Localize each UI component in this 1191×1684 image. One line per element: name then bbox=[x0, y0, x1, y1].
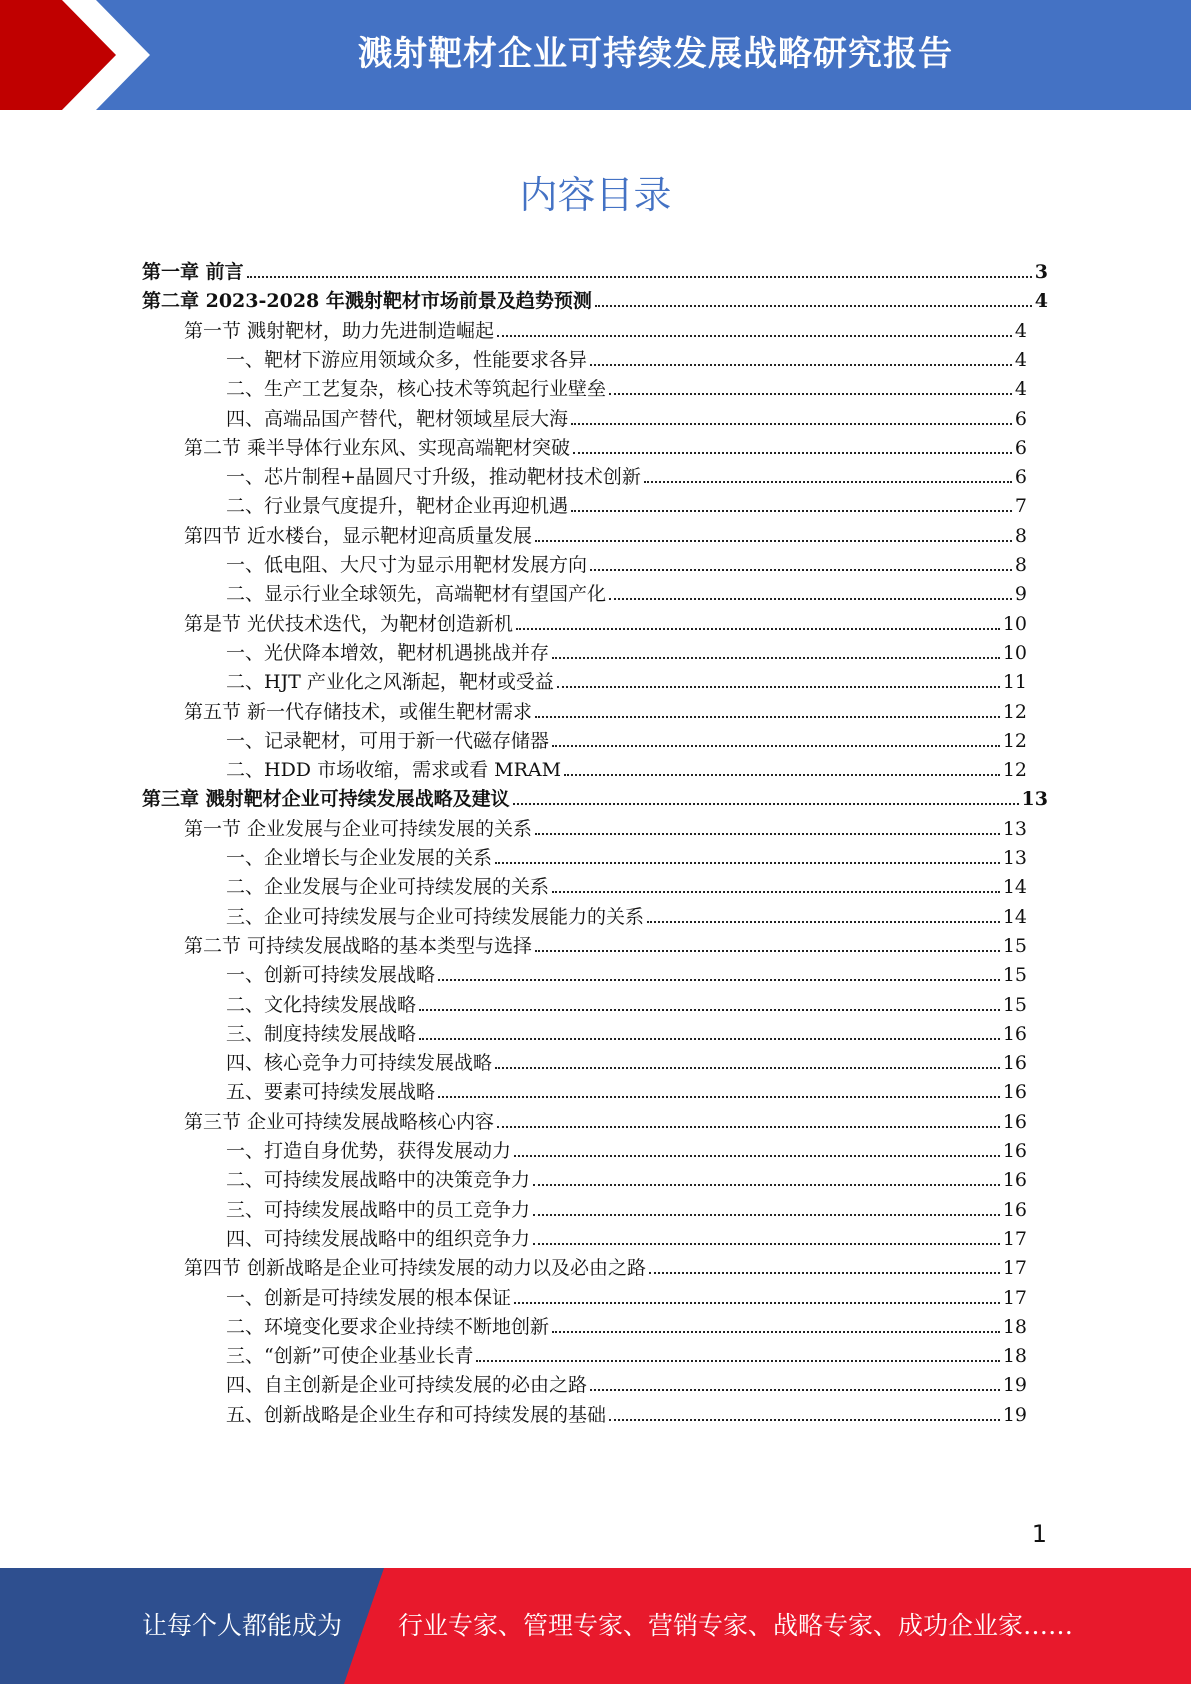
toc-entry-label: 二、企业发展与企业可持续发展的关系 bbox=[226, 876, 550, 899]
toc-dot-leader bbox=[513, 803, 1019, 805]
toc-entry-page: 3 bbox=[1034, 261, 1048, 283]
footer-slogan-left: 让每个人都能成为 bbox=[142, 1611, 343, 1640]
toc-dot-leader bbox=[533, 1214, 1000, 1216]
toc-section-entry[interactable] bbox=[184, 430, 1027, 460]
toc-entry-label: 三、制度持续发展战略 bbox=[226, 1022, 417, 1045]
toc-entry-label: 第五节 新一代存储技术，或催生靶材需求 bbox=[184, 700, 533, 723]
toc-entry-page: 10 bbox=[1002, 641, 1027, 664]
toc-entry-page: 16 bbox=[1002, 1081, 1027, 1104]
toc-dot-leader bbox=[595, 305, 1032, 307]
toc-subsection-entry[interactable] bbox=[226, 342, 1027, 372]
toc-dot-leader bbox=[419, 1038, 1000, 1040]
toc-subsection-entry[interactable] bbox=[226, 371, 1027, 401]
toc-subsection-entry[interactable] bbox=[226, 576, 1027, 606]
toc-dot-leader bbox=[514, 1155, 1000, 1157]
toc-entry-page: 12 bbox=[1002, 729, 1027, 752]
toc-entry-page: 6 bbox=[1014, 436, 1027, 459]
report-title: 溅射靶材企业可持续发展战略研究报告 bbox=[358, 34, 953, 74]
toc-dot-leader bbox=[571, 510, 1012, 512]
toc-entry-label: 一、靶材下游应用领域众多，性能要求各异 bbox=[226, 348, 588, 371]
toc-entry-label: 二、显示行业全球领先，高端靶材有望国产化 bbox=[226, 583, 607, 606]
toc-subsection-entry[interactable] bbox=[226, 869, 1027, 899]
toc-chapter-entry[interactable] bbox=[142, 781, 1048, 811]
toc-entry-label: 二、HJT 产业化之风渐起，靶材或受益 bbox=[226, 671, 554, 694]
toc-subsection-entry[interactable] bbox=[226, 488, 1027, 518]
toc-entry-page: 19 bbox=[1002, 1403, 1027, 1426]
toc-dot-leader bbox=[552, 745, 1000, 747]
page-footer bbox=[0, 1568, 1191, 1684]
toc-section-entry[interactable] bbox=[184, 1104, 1027, 1134]
toc-dot-leader bbox=[516, 628, 1000, 630]
page-number: 1 bbox=[1031, 1520, 1047, 1548]
toc-entry-label: 四、高端品国产替代，靶材领域星辰大海 bbox=[226, 407, 569, 430]
toc-entry-label: 一、记录靶材，可用于新一代磁存储器 bbox=[226, 729, 550, 752]
toc-entry-label: 一、光伏降本增效，靶材机遇挑战并存 bbox=[226, 641, 550, 664]
toc-entry-label: 四、核心竞争力可持续发展战略 bbox=[226, 1052, 493, 1075]
toc-entry-page: 13 bbox=[1021, 788, 1048, 811]
toc-entry-label: 二、HDD 市场收缩，需求或看 MRAM bbox=[226, 759, 562, 782]
toc-dot-leader bbox=[649, 1272, 1000, 1274]
toc-entry-label: 第三节 企业可持续发展战略核心内容 bbox=[184, 1110, 495, 1133]
toc-heading: 内容目录 bbox=[519, 173, 672, 217]
toc-dot-leader bbox=[571, 423, 1012, 425]
toc-dot-leader bbox=[564, 774, 1000, 776]
toc-entry-page: 6 bbox=[1014, 466, 1027, 489]
toc-subsection-entry[interactable] bbox=[226, 1309, 1027, 1339]
toc-entry-label: 第一章 前言 bbox=[142, 261, 244, 283]
toc-subsection-entry[interactable] bbox=[226, 1016, 1027, 1046]
toc-subsection-entry[interactable] bbox=[226, 635, 1027, 665]
toc-entry-label: 一、低电阻、大尺寸为显示用靶材发展方向 bbox=[226, 554, 588, 576]
toc-entry-label: 第四节 近水楼台，显示靶材迎高质量发展 bbox=[184, 524, 533, 547]
toc-chapter-entry[interactable] bbox=[142, 283, 1048, 313]
toc-entry-label: 二、可持续发展战略中的决策竞争力 bbox=[226, 1169, 531, 1192]
toc-section-entry[interactable] bbox=[184, 694, 1027, 724]
toc-dot-leader bbox=[476, 1360, 999, 1362]
toc-entry-page: 4 bbox=[1014, 319, 1027, 342]
toc-entry-page: 14 bbox=[1002, 876, 1027, 899]
toc-dot-leader bbox=[609, 393, 1012, 395]
toc-entry-page: 17 bbox=[1002, 1286, 1027, 1309]
toc-subsection-entry[interactable] bbox=[226, 957, 1027, 987]
toc-dot-leader bbox=[535, 950, 1000, 952]
toc-entry-page: 6 bbox=[1014, 407, 1027, 430]
toc-subsection-entry[interactable] bbox=[226, 401, 1027, 431]
toc-section-entry[interactable] bbox=[184, 1250, 1027, 1280]
toc-entry-label: 第一节 溅射靶材，助力先进制造崛起 bbox=[184, 319, 495, 342]
toc-subsection-entry[interactable] bbox=[226, 723, 1027, 753]
toc-dot-leader bbox=[535, 833, 1000, 835]
toc-entry-page: 18 bbox=[1002, 1315, 1027, 1338]
toc-entry-page: 12 bbox=[1002, 700, 1027, 723]
toc-entry-page: 15 bbox=[1002, 993, 1027, 1016]
toc-entry-label: 五、要素可持续发展战略 bbox=[226, 1081, 436, 1104]
toc-entry-page: 11 bbox=[1002, 671, 1027, 694]
toc-subsection-entry[interactable] bbox=[226, 459, 1027, 489]
toc-dot-leader bbox=[609, 598, 1012, 600]
toc-entry-page: 16 bbox=[1002, 1140, 1027, 1162]
toc-entry-page: 13 bbox=[1002, 817, 1027, 840]
toc-entry-page: 8 bbox=[1014, 554, 1027, 576]
toc-dot-leader bbox=[609, 1419, 1000, 1421]
toc-entry-page: 4 bbox=[1034, 290, 1048, 313]
toc-entry-label: 四、自主创新是企业可持续发展的必由之路 bbox=[226, 1374, 588, 1397]
toc-subsection-entry[interactable] bbox=[226, 1074, 1027, 1104]
toc-dot-leader bbox=[495, 1067, 1000, 1069]
toc-entry-label: 一、芯片制程+晶圆尺寸升级，推动靶材技术创新 bbox=[226, 466, 641, 489]
toc-entry-label: 二、行业景气度提升，靶材企业再迎机遇 bbox=[226, 495, 569, 518]
toc-entry-label: 四、可持续发展战略中的组织竞争力 bbox=[226, 1227, 531, 1250]
toc-entry-page: 15 bbox=[1002, 934, 1027, 957]
toc-dot-leader bbox=[590, 364, 1012, 366]
toc-section-entry[interactable] bbox=[184, 313, 1027, 343]
toc-subsection-entry[interactable] bbox=[226, 1338, 1027, 1368]
toc-dot-leader bbox=[535, 716, 1000, 718]
toc-subsection-entry[interactable] bbox=[226, 752, 1027, 782]
footer-slogan-right: 行业专家、管理专家、营销专家、战略专家、成功企业家…… bbox=[398, 1611, 1074, 1640]
toc-section-entry[interactable] bbox=[184, 518, 1027, 548]
toc-subsection-entry[interactable] bbox=[226, 1221, 1027, 1251]
toc-entry-label: 第是节 光伏技术迭代，为靶材创造新机 bbox=[184, 612, 514, 635]
toc-entry-page: 16 bbox=[1002, 1169, 1027, 1192]
toc-subsection-entry[interactable] bbox=[226, 899, 1027, 929]
toc-dot-leader bbox=[644, 481, 1012, 483]
toc-entry-page: 17 bbox=[1002, 1257, 1027, 1280]
toc-entry-label: 二、生产工艺复杂，核心技术等筑起行业壁垒 bbox=[226, 378, 607, 401]
toc-subsection-entry[interactable] bbox=[226, 547, 1027, 577]
toc-dot-leader bbox=[535, 540, 1012, 542]
toc-entry-label: 第二章 2023-2028 年溅射靶材市场前景及趋势预测 bbox=[142, 290, 592, 313]
toc-subsection-entry[interactable] bbox=[226, 840, 1027, 870]
toc-entry-page: 10 bbox=[1002, 612, 1027, 635]
toc-entry-label: 第二节 可持续发展战略的基本类型与选择 bbox=[184, 934, 533, 957]
toc-entry-label: 一、企业增长与企业发展的关系 bbox=[226, 847, 493, 869]
toc-entry-label: 三、可持续发展战略中的员工竞争力 bbox=[226, 1198, 531, 1221]
toc-dot-leader bbox=[438, 1096, 1000, 1098]
toc-entry-label: 三、“创新”可使企业基业长青 bbox=[226, 1345, 474, 1368]
toc-entry-label: 一、创新是可持续发展的根本保证 bbox=[226, 1286, 512, 1309]
toc-entry-page: 8 bbox=[1014, 524, 1027, 547]
toc-entry-label: 第四节 创新战略是企业可持续发展的动力以及必由之路 bbox=[184, 1257, 647, 1280]
toc-dot-leader bbox=[495, 862, 1000, 864]
toc-section-entry[interactable] bbox=[184, 928, 1027, 958]
toc-entry-page: 16 bbox=[1002, 1052, 1027, 1075]
toc-dot-leader bbox=[590, 1389, 1000, 1391]
toc-entry-label: 第二节 乘半导体行业东风、实现高端靶材突破 bbox=[184, 436, 571, 459]
page-header bbox=[0, 0, 1191, 110]
toc-subsection-entry[interactable] bbox=[226, 1045, 1027, 1075]
toc-subsection-entry[interactable] bbox=[226, 1280, 1027, 1310]
toc-subsection-entry[interactable] bbox=[226, 1397, 1027, 1427]
toc-dot-leader bbox=[573, 452, 1012, 454]
toc-subsection-entry[interactable] bbox=[226, 987, 1027, 1017]
toc-entry-page: 14 bbox=[1002, 905, 1027, 928]
toc-entry-page: 13 bbox=[1002, 847, 1027, 869]
toc-entry-label: 五、创新战略是企业生存和可持续发展的基础 bbox=[226, 1403, 607, 1426]
toc-subsection-entry[interactable] bbox=[226, 1367, 1027, 1397]
toc-dot-leader bbox=[552, 891, 1000, 893]
toc-dot-leader bbox=[419, 1009, 1000, 1011]
toc-entry-page: 19 bbox=[1002, 1374, 1027, 1397]
toc-dot-leader bbox=[497, 335, 1012, 337]
toc-entry-page: 16 bbox=[1002, 1022, 1027, 1045]
toc-entry-label: 第三章 溅射靶材企业可持续发展战略及建议 bbox=[142, 788, 510, 811]
toc-entry-page: 4 bbox=[1014, 348, 1027, 371]
toc-entry-page: 16 bbox=[1002, 1110, 1027, 1133]
toc-entry-page: 7 bbox=[1014, 495, 1027, 518]
toc-chapter-entry[interactable] bbox=[142, 254, 1048, 284]
toc-dot-leader bbox=[647, 921, 1000, 923]
toc-dot-leader bbox=[247, 276, 1032, 278]
toc-entry-page: 16 bbox=[1002, 1198, 1027, 1221]
toc-entry-label: 三、企业可持续发展与企业可持续发展能力的关系 bbox=[226, 905, 645, 928]
toc-dot-leader bbox=[497, 1126, 1000, 1128]
toc-entry-label: 一、打造自身优势，获得发展动力 bbox=[226, 1140, 512, 1162]
toc-entry-page: 17 bbox=[1002, 1227, 1027, 1250]
toc-dot-leader bbox=[514, 1302, 1000, 1304]
toc-entry-page: 9 bbox=[1014, 583, 1027, 606]
toc-entry-label: 二、文化持续发展战略 bbox=[226, 993, 417, 1016]
toc-section-entry[interactable] bbox=[184, 811, 1027, 841]
toc-dot-leader bbox=[557, 686, 1000, 688]
toc-entry-page: 15 bbox=[1002, 964, 1027, 987]
toc-entry-page: 12 bbox=[1002, 759, 1027, 782]
toc-entry-label: 一、创新可持续发展战略 bbox=[226, 964, 436, 987]
toc-entry-page: 18 bbox=[1002, 1345, 1027, 1368]
toc-dot-leader bbox=[533, 1243, 1000, 1245]
toc-entry-label: 二、环境变化要求企业持续不断地创新 bbox=[226, 1315, 550, 1338]
toc-subsection-entry[interactable] bbox=[226, 1192, 1027, 1222]
toc-entry-page: 4 bbox=[1014, 378, 1027, 401]
toc-dot-leader bbox=[590, 569, 1012, 571]
toc-dot-leader bbox=[438, 979, 1000, 981]
toc-subsection-entry[interactable] bbox=[226, 664, 1027, 694]
toc-entry-label: 第一节 企业发展与企业可持续发展的关系 bbox=[184, 817, 533, 840]
toc-dot-leader bbox=[533, 1184, 1000, 1186]
toc-section-entry[interactable] bbox=[184, 606, 1027, 636]
toc-dot-leader bbox=[552, 657, 1000, 659]
toc-dot-leader bbox=[552, 1331, 1000, 1333]
toc-subsection-entry[interactable] bbox=[226, 1133, 1027, 1163]
toc-subsection-entry[interactable] bbox=[226, 1162, 1027, 1192]
